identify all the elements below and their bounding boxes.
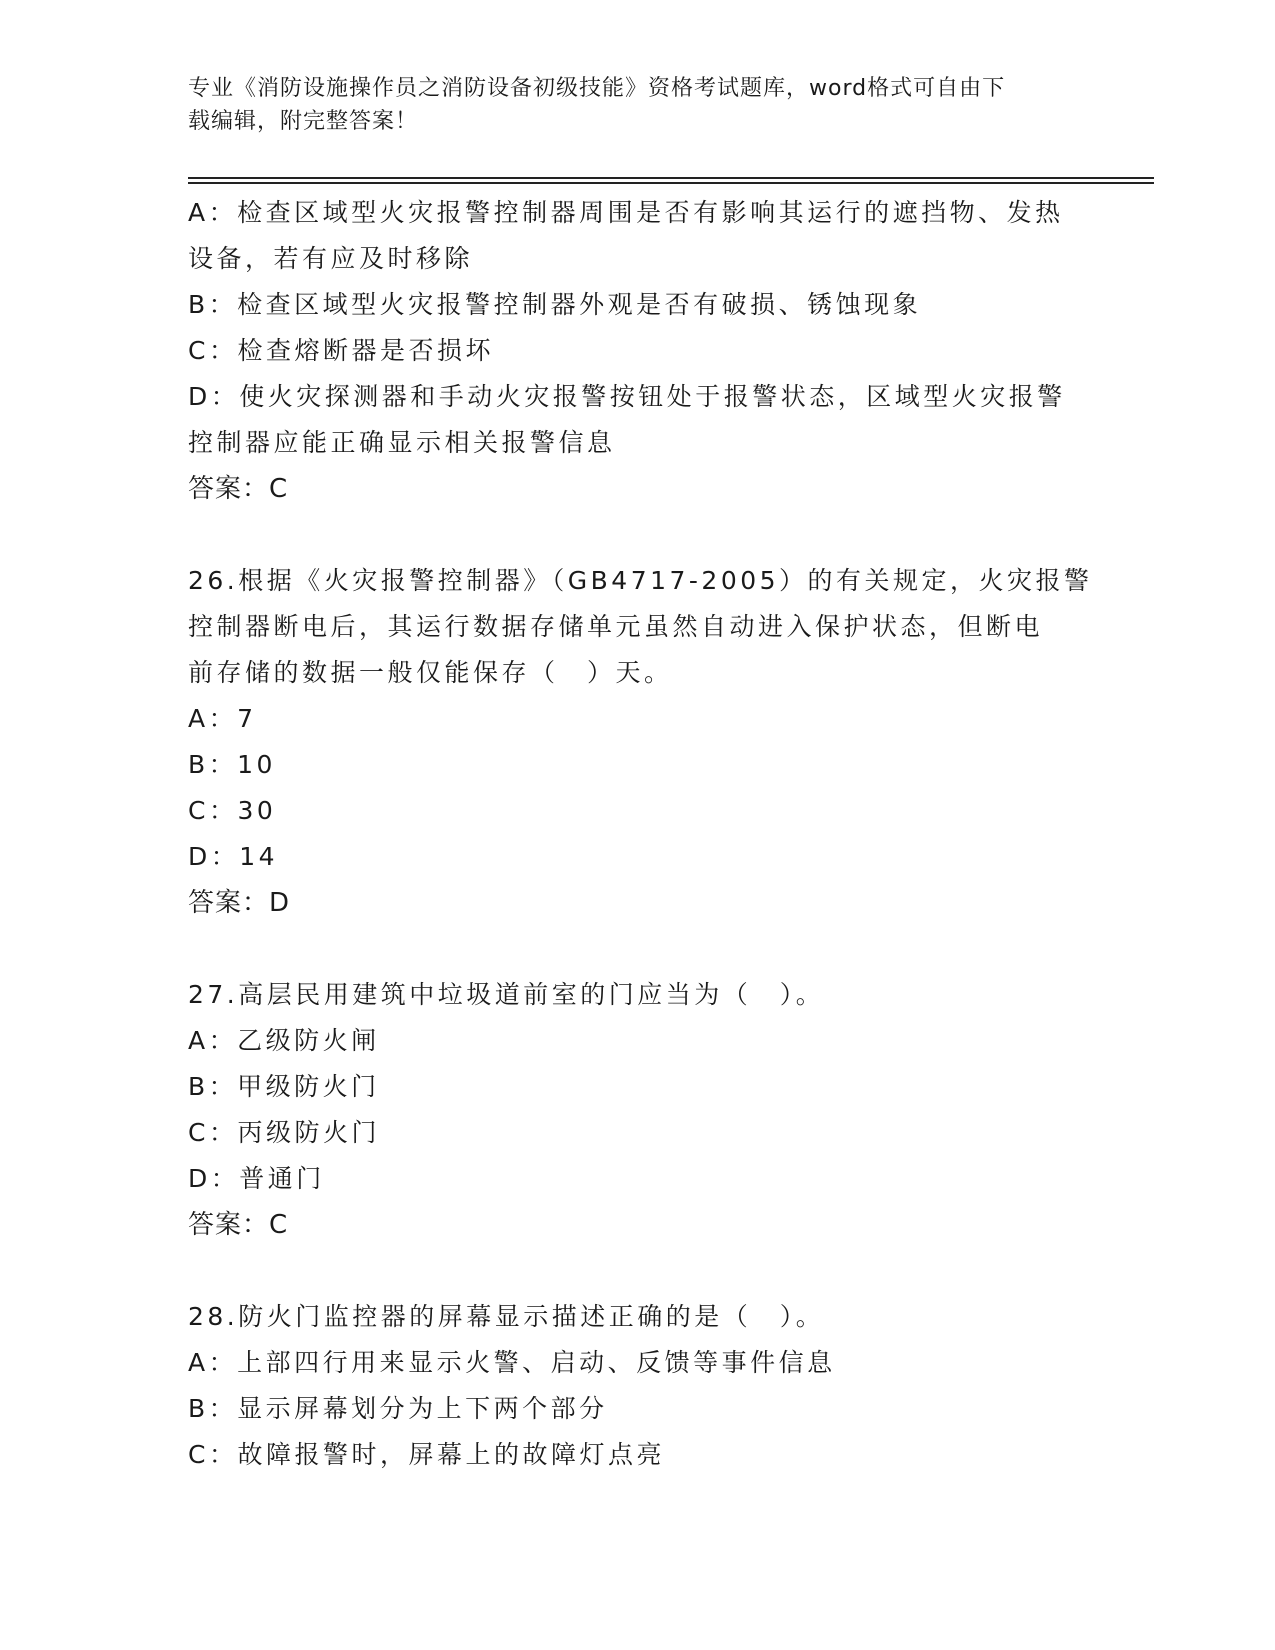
spacer — [188, 926, 1088, 972]
question-25 — [188, 190, 1088, 512]
answer: 答案：C — [188, 1210, 289, 1240]
option-d: D：14 — [188, 842, 279, 871]
option-c: C：检查熔断器是否损坏 — [188, 336, 494, 365]
option-b: B：检查区域型火灾报警控制器外观是否有破损、锈蚀现象 — [188, 290, 922, 319]
option-d-line-1: D：使火灾探测器和手动火灾报警按钮处于报警状态，区域型火灾报警 — [188, 382, 1066, 411]
header-line-1: 专业《消防设施操作员之消防设备初级技能》资格考试题库，word格式可自由下 — [188, 76, 1006, 101]
question-text-line-1: 27.高层民用建筑中垃圾道前室的门应当为（ ）。 — [188, 980, 825, 1009]
option-c: C：故障报警时，屏幕上的故障灯点亮 — [188, 1440, 665, 1469]
answer: 答案：D — [188, 888, 291, 918]
question-28 — [188, 1294, 1088, 1478]
option-a: A：7 — [188, 704, 257, 733]
header-rule-top — [188, 177, 1154, 179]
option-d: D：普通门 — [188, 1164, 325, 1193]
option-a-line-2: 设备，若有应及时移除 — [188, 244, 474, 273]
option-a-line-1: A：检查区域型火灾报警控制器周围是否有影响其运行的遮挡物、发热 — [188, 198, 1064, 227]
spacer — [188, 512, 1088, 558]
option-c: C：丙级防火门 — [188, 1118, 380, 1147]
question-text-line-1: 26.根据《火灾报警控制器》（GB4717-2005）的有关规定，火灾报警 — [188, 566, 1093, 595]
question-26 — [188, 558, 1093, 926]
header-line-2: 载编辑，附完整答案！ — [188, 109, 419, 134]
option-d-line-2: 控制器应能正确显示相关报警信息 — [188, 428, 616, 457]
question-text-line-1: 28.防火门监控器的屏幕显示描述正确的是（ ）。 — [188, 1302, 825, 1331]
option-b: B：显示屏幕划分为上下两个部分 — [188, 1394, 608, 1423]
question-text-line-2: 控制器断电后，其运行数据存储单元虽然自动进入保护状态，但断电 — [188, 612, 1044, 641]
question-27 — [188, 972, 1088, 1248]
option-a: A：乙级防火闸 — [188, 1026, 380, 1055]
option-b: B：甲级防火门 — [188, 1072, 380, 1101]
spacer — [188, 1248, 1088, 1294]
question-text-line-3: 前存储的数据一般仅能保存（ ）天。 — [188, 658, 673, 687]
option-b: B：10 — [188, 750, 276, 779]
document-header — [188, 72, 1068, 138]
question-list — [188, 190, 1093, 1478]
option-c: C：30 — [188, 796, 277, 825]
header-rule-bottom — [188, 182, 1154, 184]
answer: 答案：C — [188, 474, 289, 504]
option-a: A：上部四行用来显示火警、启动、反馈等事件信息 — [188, 1348, 836, 1377]
